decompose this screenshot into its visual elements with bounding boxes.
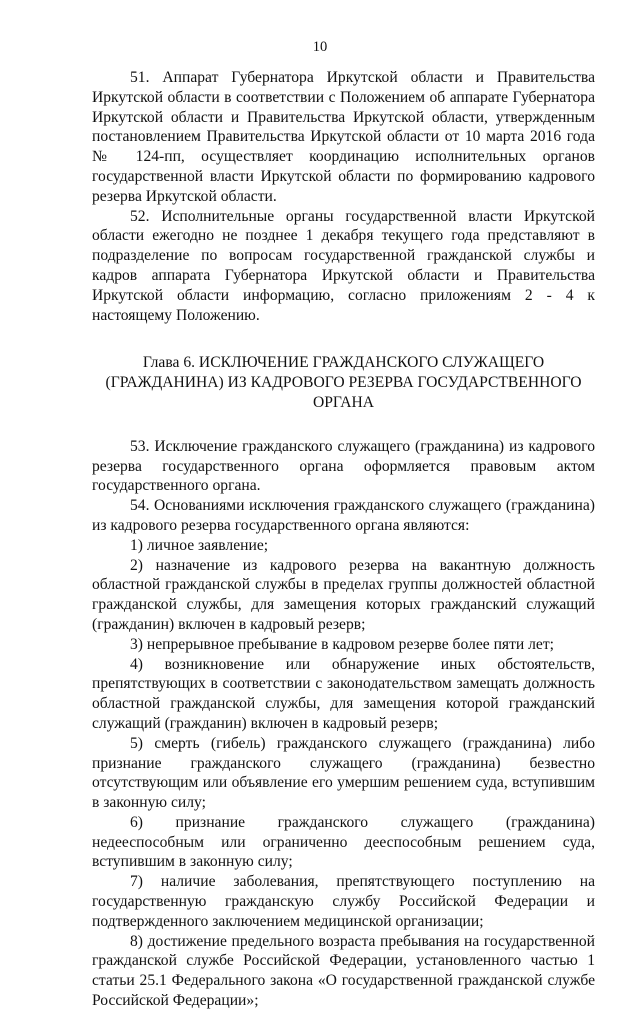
- list-item-1: 1) личное заявление;: [130, 536, 269, 554]
- chapter-title-line: (ГРАЖДАНИНА) ИЗ КАДРОВОГО РЕЗЕРВА ГОСУДАРСТВЕННОГО: [105, 374, 582, 392]
- list-item-8: 8) достижение предельного возраста пребывания на государственной гражданской службе Российской Федерации, установленного частью 1 статьи 25.1 Федерального закона «О государственной гражданской службе Российской Федерации»;: [92, 932, 595, 1010]
- document-body: [92, 68, 595, 1011]
- paragraph-51: 51. Аппарат Губернатора Иркутской области и Правительства Иркутской области в соответствии с Положением об аппарате Губернатора Иркутской области и Правительства Иркутской области, утвержденным постановлением Правительства Иркутской области от 10 марта 2016 года № 124-пп, осуществляет координацию исполнительных органов государственной власти Иркутской области по формированию кадрового резерва Иркутской области.: [92, 69, 595, 205]
- list-item-5: 5) смерть (гибель) гражданского служащего (гражданина) либо признание гражданского служащего (гражданина) безвестно отсутствующим или объявление его умершим решением суда, вступившим в законную силу;: [92, 734, 595, 812]
- list-item-6: 6) признание гражданского служащего (гражданина) недееспособным или ограниченно дееспособным решением суда, вступившим в законную силу;: [92, 813, 595, 871]
- paragraph-53: 53. Исключение гражданского служащего (гражданина) из кадрового резерва государственного органа оформляется правовым актом государственного органа.: [92, 437, 595, 495]
- list-item-4: 4) возникновение или обнаружение иных обстоятельств, препятствующих в соответствии с законодательством замещать должность областной гражданской службы, для замещения которой гражданский служащий (гражданин) включен в кадровый резерв;: [92, 655, 595, 732]
- chapter-title-line: Глава 6. ИСКЛЮЧЕНИЕ ГРАЖДАНСКОГО СЛУЖАЩЕГО: [142, 354, 545, 372]
- paragraph-52: 52. Исполнительные органы государственной власти Иркутской области ежегодно не позднее 1 декабря текущего года представляют в подразделение по вопросам государственной гражданской службы и кадров аппарата Губернатора Иркутской области и Правительства Иркутской области информацию, согласно приложениям 2 - 4 к настоящему Положению.: [92, 207, 595, 324]
- page-number: 10: [312, 39, 328, 55]
- list-item-7: 7) наличие заболевания, препятствующего поступлению на государственную гражданскую службу Российской Федерации и подтвержденного заключением медицинской организации;: [92, 873, 595, 930]
- chapter-title: [92, 353, 595, 412]
- paragraph-54: 54. Основаниями исключения гражданского служащего (гражданина) из кадрового резерва государственного органа являются:: [92, 497, 595, 534]
- list-item-3: 3) непрерывное пребывание в кадровом резерве более пяти лет;: [130, 635, 554, 653]
- chapter-title-line: ОРГАНА: [312, 393, 375, 411]
- list-item-2: 2) назначение из кадрового резерва на вакантную должность областной гражданской службы в пределах группы должностей областной гражданской службы, для замещения которых гражданский служащий (гражданин) включен в кадровый резерв;: [92, 556, 595, 633]
